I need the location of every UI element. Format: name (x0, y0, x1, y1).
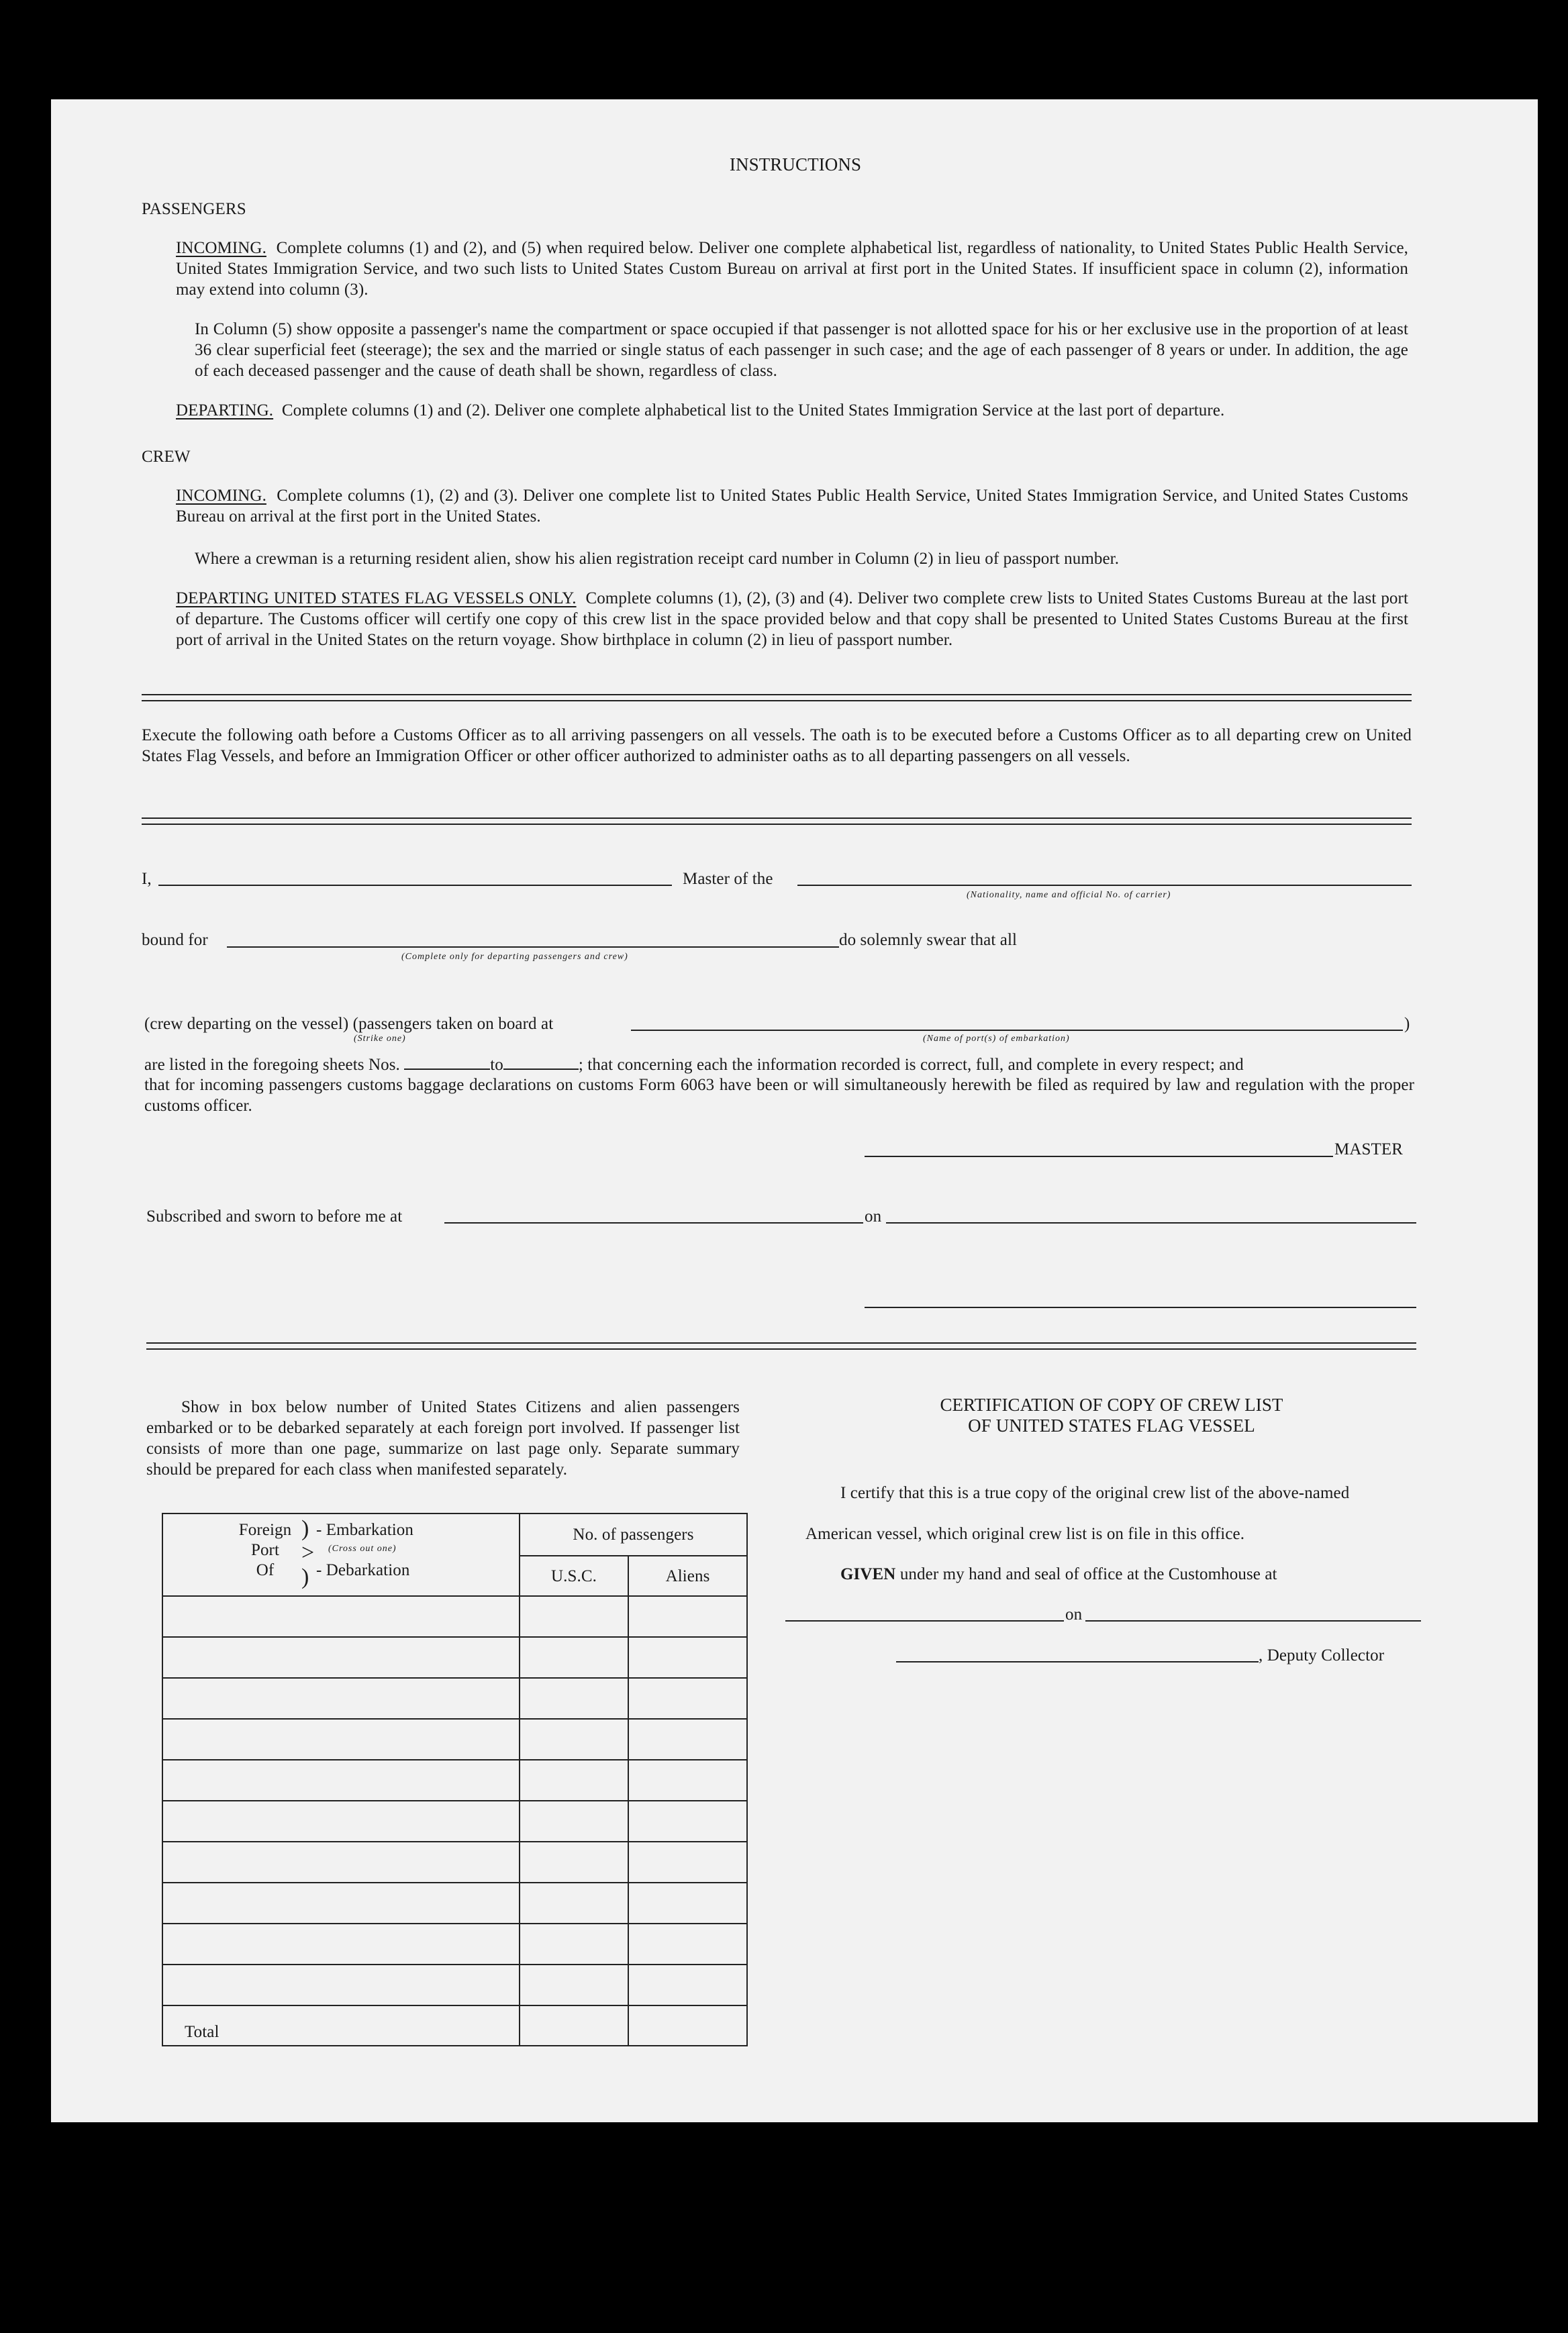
master-signature-field[interactable] (865, 1156, 1333, 1157)
foreign-label: Foreign (238, 1521, 292, 1539)
table-cell[interactable] (162, 1965, 520, 2005)
given-text: under my hand and seal of office at the Customhouse at (899, 1565, 1277, 1583)
crew-heading: CREW (142, 448, 191, 466)
table-cell[interactable] (162, 1842, 520, 1883)
divider (142, 817, 1412, 825)
crew-resident: Where a crewman is a returning resident alien, show his alien registration receipt card number in Column (2) in lieu of passport number. (195, 550, 1120, 568)
foreign-port-header (162, 1513, 520, 1596)
passengers-column5: In Column (5) show opposite a passenger's name the compartment or space occupied if that passenger is not allotted space for his or her exclusive use in the proportion of at least 36 clear superficial feet (steerage); the sex and the married or single status of each passenger in such case; and the age of each passenger of 8 years or under. In addition, the age of each deceased passenger and the cause of death shall be shown, regardless of class. (195, 320, 1408, 380)
total-usc-cell[interactable] (520, 2005, 628, 2046)
officer-signature-field[interactable] (865, 1307, 1416, 1308)
close-paren: ) (1404, 1015, 1410, 1033)
crew-departing-label: DEPARTING UNITED STATES FLAG VESSELS ONLY. (176, 589, 577, 607)
nationality-hint: (Nationality, name and official No. of carrier) (967, 890, 1171, 900)
table-cell[interactable] (628, 1678, 747, 1719)
table-cell[interactable] (520, 1760, 628, 1801)
carrier-field[interactable] (797, 885, 1412, 886)
listed-suffix: ; that concerning each the information recorded is correct, full, and complete in every respect; and (578, 1056, 1244, 1074)
ports-hint: (Name of port(s) of embarkation) (923, 1034, 1070, 1044)
table-cell[interactable] (520, 1719, 628, 1760)
table-cell[interactable] (628, 1924, 747, 1965)
crew-incoming-label: INCOMING. (176, 487, 266, 505)
passengers-departing (176, 400, 1408, 421)
master-label: MASTER (1334, 1140, 1404, 1158)
table-cell[interactable] (162, 1596, 520, 1637)
given-label: GIVEN (840, 1565, 896, 1583)
summary-intro: Show in box below number of United States Citizens and alien passengers embarked or to be debarked separately at each foreign port involved. If passenger list consists of more than one page, summarize on last page only. Separate summary should be prepared for each class when manifested separately. (146, 1398, 740, 1479)
passengers-heading: PASSENGERS (142, 200, 246, 218)
table-cell[interactable] (520, 1637, 628, 1678)
deputy-collector-label: , Deputy Collector (1259, 1646, 1385, 1665)
to-label: to (490, 1056, 503, 1074)
subscribed-label: Subscribed and sworn to before me at (146, 1207, 403, 1226)
table-cell[interactable] (162, 1678, 520, 1719)
strike-one-hint: (Strike one) (354, 1034, 406, 1044)
total-label: Total (162, 2005, 520, 2046)
table-cell[interactable] (520, 1924, 628, 1965)
divider (146, 1342, 1416, 1350)
sheet-from-field[interactable] (404, 1054, 490, 1070)
summary-table (162, 1513, 748, 2046)
cert-on-label: on (1065, 1605, 1083, 1624)
passengers-incoming-text: Complete columns (1) and (2), and (5) when required below. Deliver one complete alphabetical list, regardless of nationality, to United States Public Health Service, United States Immigration Service, and two such lists to United States Custom Bureau on arrival at first port in the United States. If insufficient space in column (2), information may extend into column (3). (176, 239, 1408, 299)
certification-line2: American vessel, which original crew list is on file in this office. (805, 1525, 1245, 1543)
sworn-place-field[interactable] (444, 1222, 863, 1224)
deputy-signature-field[interactable] (896, 1661, 1259, 1662)
divider (142, 694, 1412, 701)
aliens-header: Aliens (628, 1556, 747, 1596)
sworn-date-field[interactable] (886, 1222, 1416, 1224)
master-of-label: Master of the (683, 870, 773, 888)
table-cell[interactable] (520, 1801, 628, 1842)
crew-incoming-text: Complete columns (1), (2) and (3). Deliver one complete list to United States Public Health Service, United States Immigration Service, and United States Customs Bureau on arrival at the first port in the United States. (176, 487, 1408, 526)
master-name-field[interactable] (158, 885, 672, 886)
bound-for-field[interactable] (227, 946, 839, 948)
usc-header: U.S.C. (520, 1556, 628, 1596)
crew-departing-text: Complete columns (1), (2), (3) and (4). Deliver two complete crew lists to United States Customs Bureau at the last port of departure. The Customs officer will certify one copy of this crew list in the space provided below and that copy shall be presented to United States Customs Bureau at the first port of arrival in the United States on the return voyage. Show birthplace in column (2) in lieu of passport number. (176, 589, 1408, 649)
table-cell[interactable] (520, 1678, 628, 1719)
listed-cont: that for incoming passengers customs baggage declarations on customs Form 6063 have been or will simultaneously herewith be filed as required by law and regulation with the proper customs officer. (144, 1076, 1414, 1115)
total-aliens-cell[interactable] (628, 2005, 747, 2046)
of-label: Of (256, 1561, 275, 1579)
table-cell[interactable] (628, 1801, 747, 1842)
table-cell[interactable] (162, 1801, 520, 1842)
on-label: on (865, 1207, 882, 1226)
certification-line3 (840, 1564, 1277, 1585)
table-cell[interactable] (628, 1596, 747, 1637)
certification-title-1: CERTIFICATION OF COPY OF CREW LIST (940, 1395, 1283, 1415)
table-cell[interactable] (520, 1596, 628, 1637)
oath-intro: Execute the following oath before a Customs Officer as to all arriving passengers on all vessels. The oath is to be executed before a Customs Officer as to all departing crew on United States Flag Vessels, and before an Immigration Officer or other officer authorized to administer oaths as to all departing passengers on all vessels. (142, 726, 1412, 765)
port-embarkation-field[interactable] (631, 1030, 1403, 1031)
no-passengers-header: No. of passengers (520, 1513, 747, 1556)
port-label: Port (250, 1541, 280, 1559)
passengers-departing-text: Complete columns (1) and (2). Deliver one complete alphabetical list to the United States Immigration Service at the last port of departure. (281, 401, 1225, 419)
certification-title-2: OF UNITED STATES FLAG VESSEL (968, 1416, 1255, 1436)
certification-line1: I certify that this is a true copy of the original crew list of the above-named (840, 1484, 1350, 1502)
table-cell[interactable] (628, 1842, 747, 1883)
crew-incoming (176, 485, 1408, 527)
swear-label: do solemnly swear that all (839, 931, 1018, 949)
crew-departing (176, 588, 1408, 650)
page-title: INSTRUCTIONS (729, 154, 862, 175)
table-cell[interactable] (628, 1883, 747, 1924)
sheet-to-field[interactable] (503, 1054, 579, 1070)
oath-i-label: I, (142, 870, 152, 888)
passengers-incoming-label: INCOMING. (176, 239, 266, 257)
passengers-departing-label: DEPARTING. (176, 401, 274, 419)
table-cell[interactable] (162, 1719, 520, 1760)
table-cell[interactable] (162, 1637, 520, 1678)
table-cell[interactable] (628, 1760, 747, 1801)
table-cell[interactable] (628, 1965, 747, 2005)
table-cell[interactable] (162, 1883, 520, 1924)
listed-sheets (144, 1054, 1244, 1075)
debarkation-label: - Debarkation (316, 1561, 410, 1579)
embarkation-label: - Embarkation (316, 1521, 414, 1539)
passengers-incoming (176, 238, 1408, 300)
departing-hint: (Complete only for departing passengers and crew) (401, 952, 628, 962)
listed-prefix: are listed in the foregoing sheets Nos. (144, 1056, 400, 1074)
cross-out-hint: (Cross out one) (328, 1544, 397, 1554)
table-cell[interactable] (520, 1883, 628, 1924)
table-cell[interactable] (628, 1637, 747, 1678)
crew-or-passengers-label: (crew departing on the vessel) (passengers taken on board at (144, 1015, 554, 1033)
customhouse-field[interactable] (785, 1620, 1064, 1622)
brace-left: ) > ) (301, 1516, 315, 1589)
table-cell[interactable] (628, 1719, 747, 1760)
table-cell[interactable] (520, 1965, 628, 2005)
table-cell[interactable] (162, 1760, 520, 1801)
table-cell[interactable] (520, 1842, 628, 1883)
bound-for-label: bound for (142, 931, 208, 949)
cert-date-field[interactable] (1085, 1620, 1421, 1622)
table-cell[interactable] (162, 1924, 520, 1965)
